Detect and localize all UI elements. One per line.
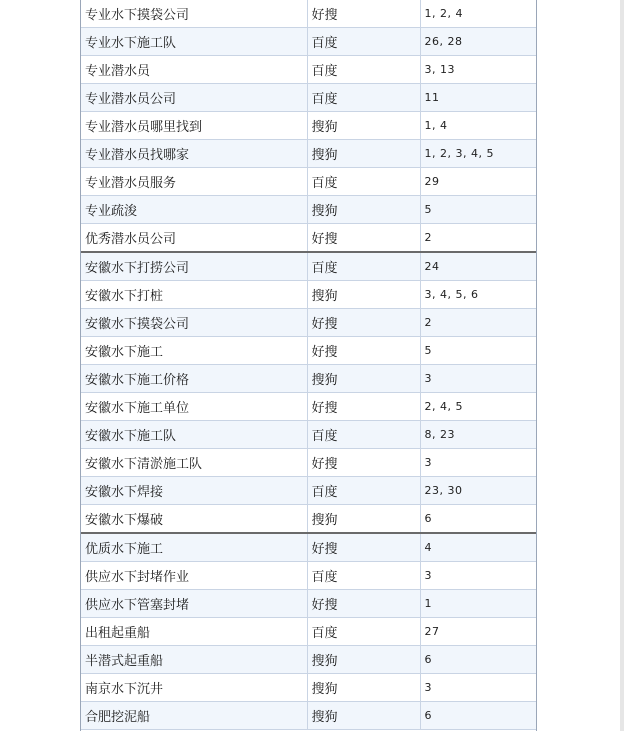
search-engine-cell: 百度 xyxy=(307,562,420,590)
rank-positions-cell: 1, 2, 4 xyxy=(420,0,536,28)
keyword-cell: 安徽水下打桩 xyxy=(81,281,307,309)
table-row xyxy=(81,112,536,140)
rank-positions-cell: 26, 28 xyxy=(420,28,536,56)
table-row xyxy=(81,449,536,477)
keyword-cell: 出租起重船 xyxy=(81,618,307,646)
rank-positions-cell: 8, 23 xyxy=(420,421,536,449)
keyword-cell: 安徽水下清淤施工队 xyxy=(81,449,307,477)
rank-positions-cell: 1, 2, 3, 4, 5 xyxy=(420,140,536,168)
table-row xyxy=(81,224,536,253)
search-engine-cell: 搜狗 xyxy=(307,702,420,730)
keyword-ranking-table xyxy=(81,0,536,730)
keyword-cell: 供应水下管塞封堵 xyxy=(81,590,307,618)
keyword-cell: 专业潜水员公司 xyxy=(81,84,307,112)
rank-positions-cell: 2 xyxy=(420,309,536,337)
search-engine-cell: 百度 xyxy=(307,618,420,646)
search-engine-cell: 搜狗 xyxy=(307,365,420,393)
search-engine-cell: 百度 xyxy=(307,168,420,196)
search-engine-cell: 百度 xyxy=(307,56,420,84)
keyword-cell: 合肥挖泥船 xyxy=(81,702,307,730)
rank-positions-cell: 3, 4, 5, 6 xyxy=(420,281,536,309)
rank-positions-cell: 3 xyxy=(420,449,536,477)
table-row xyxy=(81,84,536,112)
search-engine-cell: 搜狗 xyxy=(307,140,420,168)
rank-positions-cell: 5 xyxy=(420,196,536,224)
keyword-cell: 安徽水下打捞公司 xyxy=(81,252,307,281)
table-row xyxy=(81,0,536,28)
table-row xyxy=(81,281,536,309)
keyword-cell: 安徽水下施工 xyxy=(81,337,307,365)
search-engine-cell: 搜狗 xyxy=(307,112,420,140)
table-row xyxy=(81,421,536,449)
search-engine-cell: 搜狗 xyxy=(307,281,420,309)
rank-positions-cell: 3 xyxy=(420,562,536,590)
search-engine-cell: 百度 xyxy=(307,421,420,449)
rank-positions-cell: 24 xyxy=(420,252,536,281)
table-row xyxy=(81,196,536,224)
search-engine-cell: 百度 xyxy=(307,252,420,281)
search-engine-cell: 百度 xyxy=(307,28,420,56)
rank-positions-cell: 11 xyxy=(420,84,536,112)
table-row xyxy=(81,674,536,702)
search-engine-cell: 搜狗 xyxy=(307,505,420,534)
search-engine-cell: 搜狗 xyxy=(307,196,420,224)
table-row xyxy=(81,562,536,590)
table-row xyxy=(81,337,536,365)
table-row xyxy=(81,393,536,421)
rank-positions-cell: 3, 13 xyxy=(420,56,536,84)
rank-positions-cell: 2, 4, 5 xyxy=(420,393,536,421)
rank-positions-cell: 27 xyxy=(420,618,536,646)
keyword-ranking-table-container xyxy=(80,0,537,731)
keyword-cell: 供应水下封堵作业 xyxy=(81,562,307,590)
table-row xyxy=(81,365,536,393)
search-engine-cell: 好搜 xyxy=(307,590,420,618)
rank-positions-cell: 6 xyxy=(420,505,536,534)
table-row xyxy=(81,533,536,562)
keyword-cell: 专业疏浚 xyxy=(81,196,307,224)
keyword-cell: 南京水下沉井 xyxy=(81,674,307,702)
keyword-cell: 优秀潜水员公司 xyxy=(81,224,307,253)
table-row xyxy=(81,505,536,534)
keyword-cell: 安徽水下施工单位 xyxy=(81,393,307,421)
search-engine-cell: 搜狗 xyxy=(307,646,420,674)
table-row xyxy=(81,140,536,168)
table-row xyxy=(81,28,536,56)
keyword-cell: 专业潜水员 xyxy=(81,56,307,84)
rank-positions-cell: 1 xyxy=(420,590,536,618)
keyword-cell: 专业水下施工队 xyxy=(81,28,307,56)
table-row xyxy=(81,168,536,196)
keyword-cell: 专业潜水员服务 xyxy=(81,168,307,196)
keyword-cell: 优质水下施工 xyxy=(81,533,307,562)
keyword-cell: 安徽水下施工价格 xyxy=(81,365,307,393)
rank-positions-cell: 1, 4 xyxy=(420,112,536,140)
rank-positions-cell: 3 xyxy=(420,365,536,393)
rank-positions-cell: 6 xyxy=(420,702,536,730)
keyword-cell: 安徽水下焊接 xyxy=(81,477,307,505)
keyword-cell: 半潜式起重船 xyxy=(81,646,307,674)
search-engine-cell: 百度 xyxy=(307,477,420,505)
search-engine-cell: 好搜 xyxy=(307,0,420,28)
search-engine-cell: 好搜 xyxy=(307,309,420,337)
table-row xyxy=(81,252,536,281)
rank-positions-cell: 3 xyxy=(420,674,536,702)
search-engine-cell: 好搜 xyxy=(307,393,420,421)
rank-positions-cell: 2 xyxy=(420,224,536,253)
rank-positions-cell: 5 xyxy=(420,337,536,365)
search-engine-cell: 好搜 xyxy=(307,533,420,562)
table-row xyxy=(81,309,536,337)
search-engine-cell: 搜狗 xyxy=(307,674,420,702)
keyword-cell: 专业潜水员哪里找到 xyxy=(81,112,307,140)
search-engine-cell: 百度 xyxy=(307,84,420,112)
rank-positions-cell: 6 xyxy=(420,646,536,674)
rank-positions-cell: 29 xyxy=(420,168,536,196)
keyword-cell: 专业水下摸袋公司 xyxy=(81,0,307,28)
table-row xyxy=(81,702,536,730)
keyword-cell: 安徽水下摸袋公司 xyxy=(81,309,307,337)
table-row xyxy=(81,618,536,646)
search-engine-cell: 好搜 xyxy=(307,449,420,477)
keyword-cell: 安徽水下爆破 xyxy=(81,505,307,534)
table-body xyxy=(81,0,536,730)
search-engine-cell: 好搜 xyxy=(307,337,420,365)
keyword-cell: 安徽水下施工队 xyxy=(81,421,307,449)
rank-positions-cell: 23, 30 xyxy=(420,477,536,505)
rank-positions-cell: 4 xyxy=(420,533,536,562)
search-engine-cell: 好搜 xyxy=(307,224,420,253)
table-row xyxy=(81,477,536,505)
keyword-cell: 专业潜水员找哪家 xyxy=(81,140,307,168)
table-row xyxy=(81,56,536,84)
scan-edge-shade xyxy=(620,0,624,731)
table-row xyxy=(81,646,536,674)
table-row xyxy=(81,590,536,618)
